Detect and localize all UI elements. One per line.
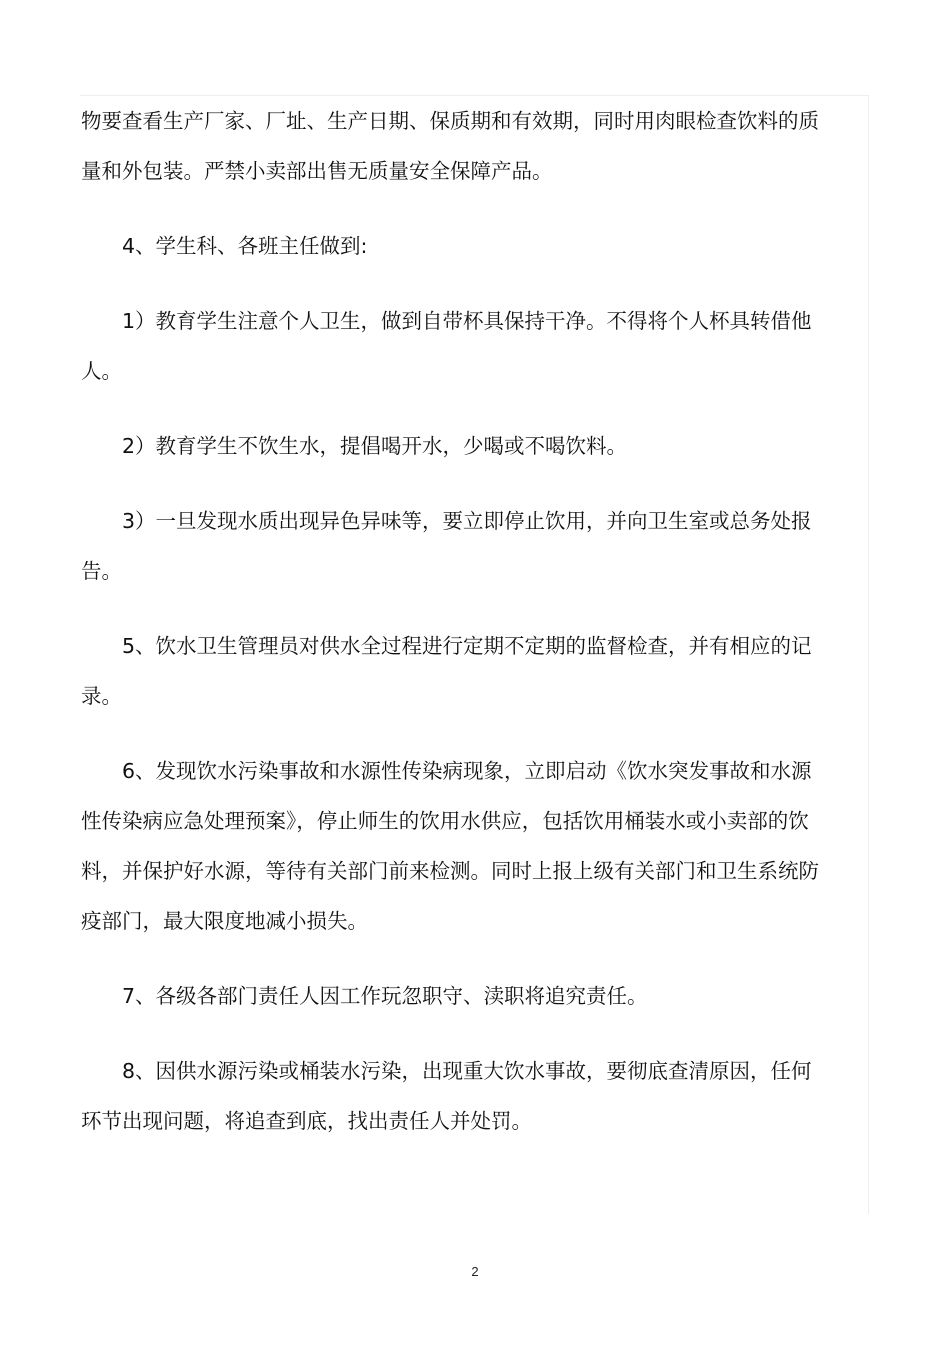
paragraph-item-5: 5、饮水卫生管理员对供水全过程进行定期不定期的监督检查，并有相应的记录。 xyxy=(81,634,812,708)
paragraph-item-8: 8、因供水源污染或桶装水污染，出现重大饮水事故，要彻底查清原因，任何环节出现问题，将追查到底，找出责任人并处罚。 xyxy=(81,1059,812,1133)
paragraph-subitem-1: 1）教育学生注意个人卫生，做到自带杯具保持干净。不得将个人杯具转借他人。 xyxy=(81,309,812,383)
paragraph-item-4: 4、学生科、各班主任做到: xyxy=(122,234,368,258)
paragraph-subitem-2: 2）教育学生不饮生水，提倡喝开水，少喝或不喝饮料。 xyxy=(122,434,628,458)
paragraph-item-6: 6、发现饮水污染事故和水源性传染病现象，立即启动《饮水突发事故和水源性传染病应急处理预案》，停止师生的饮用水供应，包括饮用桶装水或小卖部的饮料，并保护好水源，等待有关部门前来检测。同时上报上级有关部门和卫生系统防疫部门，最大限度地减小损失。 xyxy=(81,759,819,933)
paragraph-subitem-3: 3）一旦发现水质出现异色异味等，要立即停止饮用，并向卫生室或总务处报告。 xyxy=(81,509,812,583)
document-body xyxy=(81,96,826,1146)
page-number: 2 xyxy=(471,1264,479,1279)
paragraph-item-7: 7、各级各部门责任人因工作玩忽职守、渎职将追究责任。 xyxy=(122,984,648,1008)
paragraph-continued: 物要查看生产厂家、厂址、生产日期、保质期和有效期，同时用肉眼检查饮料的质量和外包装。严禁小卖部出售无质量安全保障产品。 xyxy=(81,109,819,183)
